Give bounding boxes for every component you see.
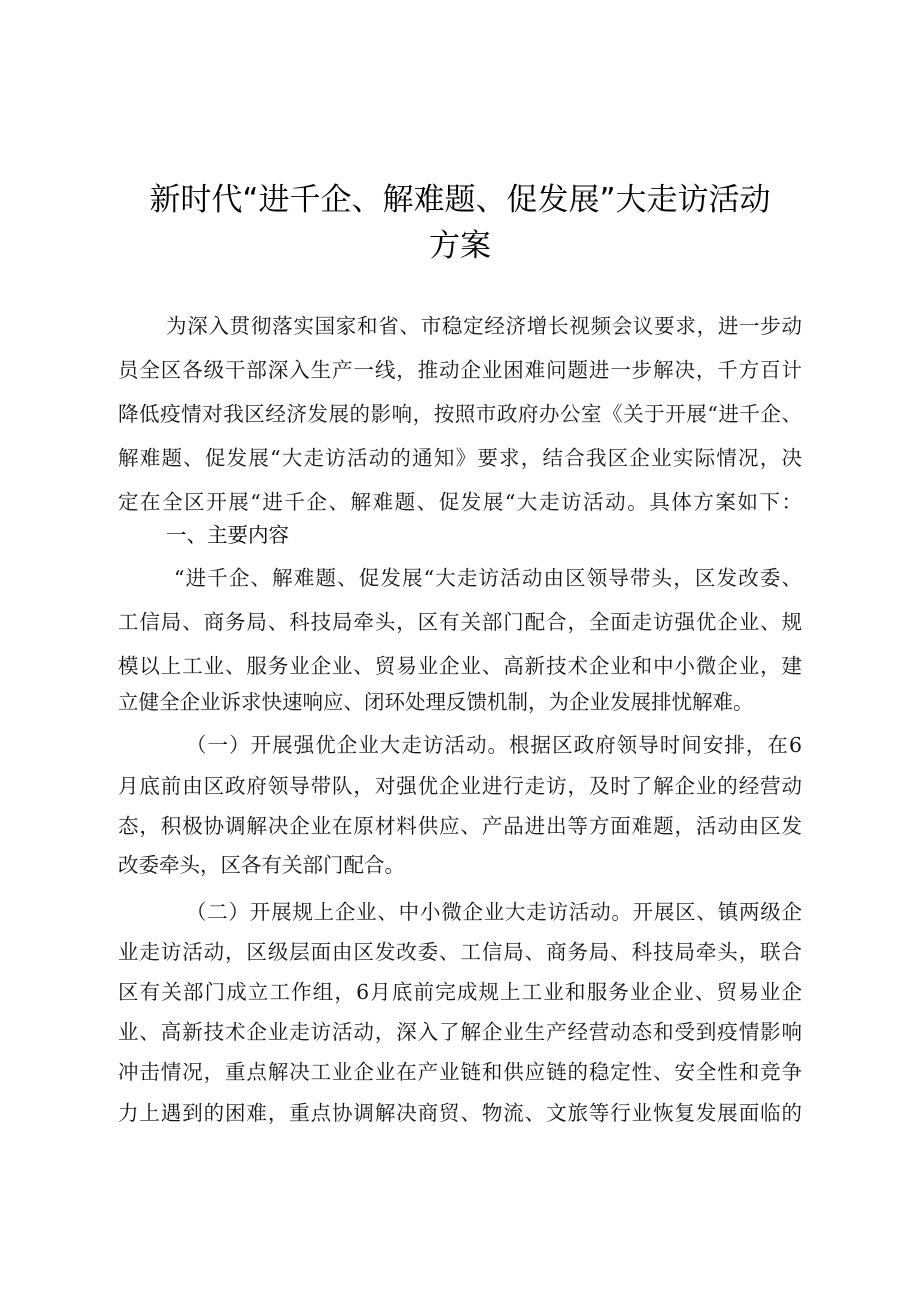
item-two-line: 力上遇到的困难，重点协调解决商贸、物流、文旅等行业恢复发展面临的 bbox=[118, 1101, 802, 1125]
document-title-line-1: 新时代“进千企、解难题、促发展”大走访活动 bbox=[149, 182, 771, 218]
section-body-line: 工信局、商务局、科技局牵头，区有关部门配合，全面走访强优企业、规 bbox=[118, 610, 802, 634]
item-one-line: 月底前由区政府领导带队，对强优企业进行走访，及时了解企业的经营动 bbox=[118, 774, 802, 798]
section-heading-main-content: 一、主要内容 bbox=[166, 523, 289, 547]
item-two-line: 区有关部门成立工作组，6月底前完成规上工业和服务业企业、贸易业企 bbox=[118, 980, 802, 1004]
item-one-line: 改委牵头，区各有关部门配合。 bbox=[118, 853, 405, 877]
intro-line: 员全区各级干部深入生产一线，推动企业困难问题进一步解决，千方百计 bbox=[118, 358, 802, 382]
item-two-line: 冲击情况，重点解决工业企业在产业链和供应链的稳定性、安全性和竞争 bbox=[118, 1060, 802, 1084]
intro-line: 定在全区开展“进千企、解难题、促发展“大走访活动。具体方案如下： bbox=[118, 490, 802, 514]
intro-line: 解难题、促发展“大走访活动的通知》要求，结合我区企业实际情况，决 bbox=[118, 446, 802, 470]
section-body-line: 模以上工业、服务业企业、贸易业企业、高新技术企业和中小微企业，建 bbox=[118, 654, 802, 678]
item-two-line: （二）开展规上企业、中小微企业大走访活动。开展区、镇两级企 bbox=[186, 900, 802, 924]
section-body-line: 立健全企业诉求快速响应、闭环处理反馈机制，为企业发展排忧解难。 bbox=[118, 690, 754, 714]
item-two-line: 业走访活动，区级层面由区发改委、工信局、商务局、科技局牵头，联合 bbox=[118, 940, 802, 964]
section-body-line: “进千企、解难题、促发展“大走访活动由区领导带头，区发改委、 bbox=[174, 566, 802, 590]
item-one-line: 态，积极协调解决企业在原材料供应、产品进出等方面难题，活动由区发 bbox=[118, 814, 802, 838]
intro-line: 为深入贯彻落实国家和省、市稳定经济增长视频会议要求，进一步动 bbox=[166, 314, 802, 338]
item-one-line: （一）开展强优企业大走访活动。根据区政府领导时间安排，在6 bbox=[186, 733, 802, 757]
document-title-line-2: 方案 bbox=[429, 228, 491, 264]
intro-line: 降低疫情对我区经济发展的影响，按照市政府办公室《关于开展“进千企、 bbox=[118, 402, 802, 426]
item-two-line: 业、高新技术企业走访活动，深入了解企业生产经营动态和受到疫情影响 bbox=[118, 1020, 802, 1044]
